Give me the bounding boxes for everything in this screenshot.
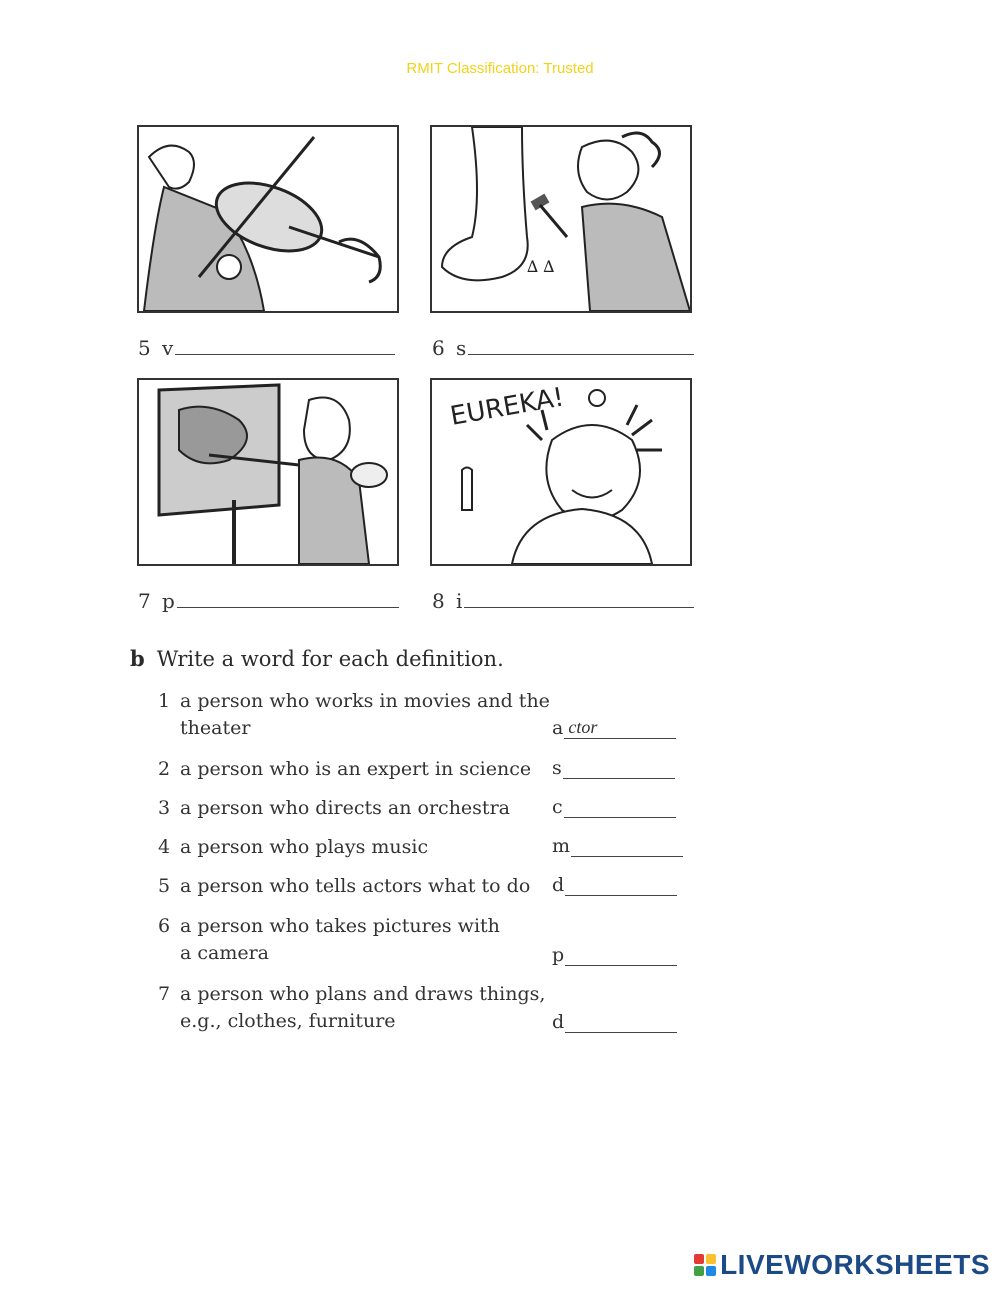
- answer-line-6[interactable]: [468, 353, 694, 355]
- svg-text:∆ ∆: ∆ ∆: [527, 257, 555, 276]
- eureka-speech-text: EUREKA!: [448, 382, 567, 432]
- painter-illustration: [137, 378, 399, 566]
- brand-name: LIVEWORKSHEETS: [720, 1249, 990, 1280]
- section-instruction: Write a word for each definition.: [156, 647, 504, 671]
- answer-field-2[interactable]: [563, 756, 675, 779]
- answer-field-7[interactable]: [565, 1010, 677, 1033]
- definition-1: 1 a person who works in movies and the theater: [158, 690, 550, 739]
- liveworksheets-brand[interactable]: [694, 1249, 990, 1281]
- inventor-illustration: [430, 378, 692, 566]
- answer-line-5[interactable]: [175, 353, 395, 355]
- definition-5: 5 a person who tells actors what to do: [158, 875, 531, 897]
- caption-5: 5 v: [138, 336, 395, 360]
- answer-field-3[interactable]: [564, 795, 676, 818]
- classification-label: RMIT Classification: Trusted: [406, 60, 594, 77]
- section-letter: b: [130, 646, 145, 671]
- violinist-illustration: [137, 125, 399, 313]
- sculptor-illustration: [430, 125, 692, 313]
- answer-field-4[interactable]: [571, 834, 683, 857]
- caption-6: 6 s: [432, 336, 694, 360]
- definition-6: 6 a person who takes pictures with a camera: [158, 915, 500, 964]
- answer-line-8[interactable]: [464, 606, 694, 608]
- answer-2: s: [552, 756, 675, 779]
- section-b-heading: [130, 646, 504, 671]
- answer-line-7[interactable]: [177, 606, 399, 608]
- caption-8: 8 i: [432, 589, 694, 613]
- answer-field-5[interactable]: [565, 873, 677, 896]
- answer-5: d: [552, 873, 677, 896]
- answer-field-1[interactable]: ctor: [564, 716, 676, 739]
- answer-4: m: [552, 834, 683, 857]
- answer-6: p: [552, 943, 677, 966]
- definition-2: 2 a person who is an expert in science: [158, 758, 532, 780]
- answer-3: c: [552, 795, 676, 818]
- definition-4: 4 a person who plays music: [158, 836, 429, 858]
- answer-field-6[interactable]: [565, 943, 677, 966]
- answer-1: a ctor: [552, 716, 676, 739]
- answer-7: d: [552, 1010, 677, 1033]
- definition-3: 3 a person who directs an orchestra: [158, 797, 510, 819]
- definition-7: 7 a person who plans and draws things, e.g., clothes, furniture: [158, 983, 546, 1032]
- liveworksheets-logo-icon: [694, 1254, 716, 1276]
- caption-7: 7 p: [138, 589, 399, 613]
